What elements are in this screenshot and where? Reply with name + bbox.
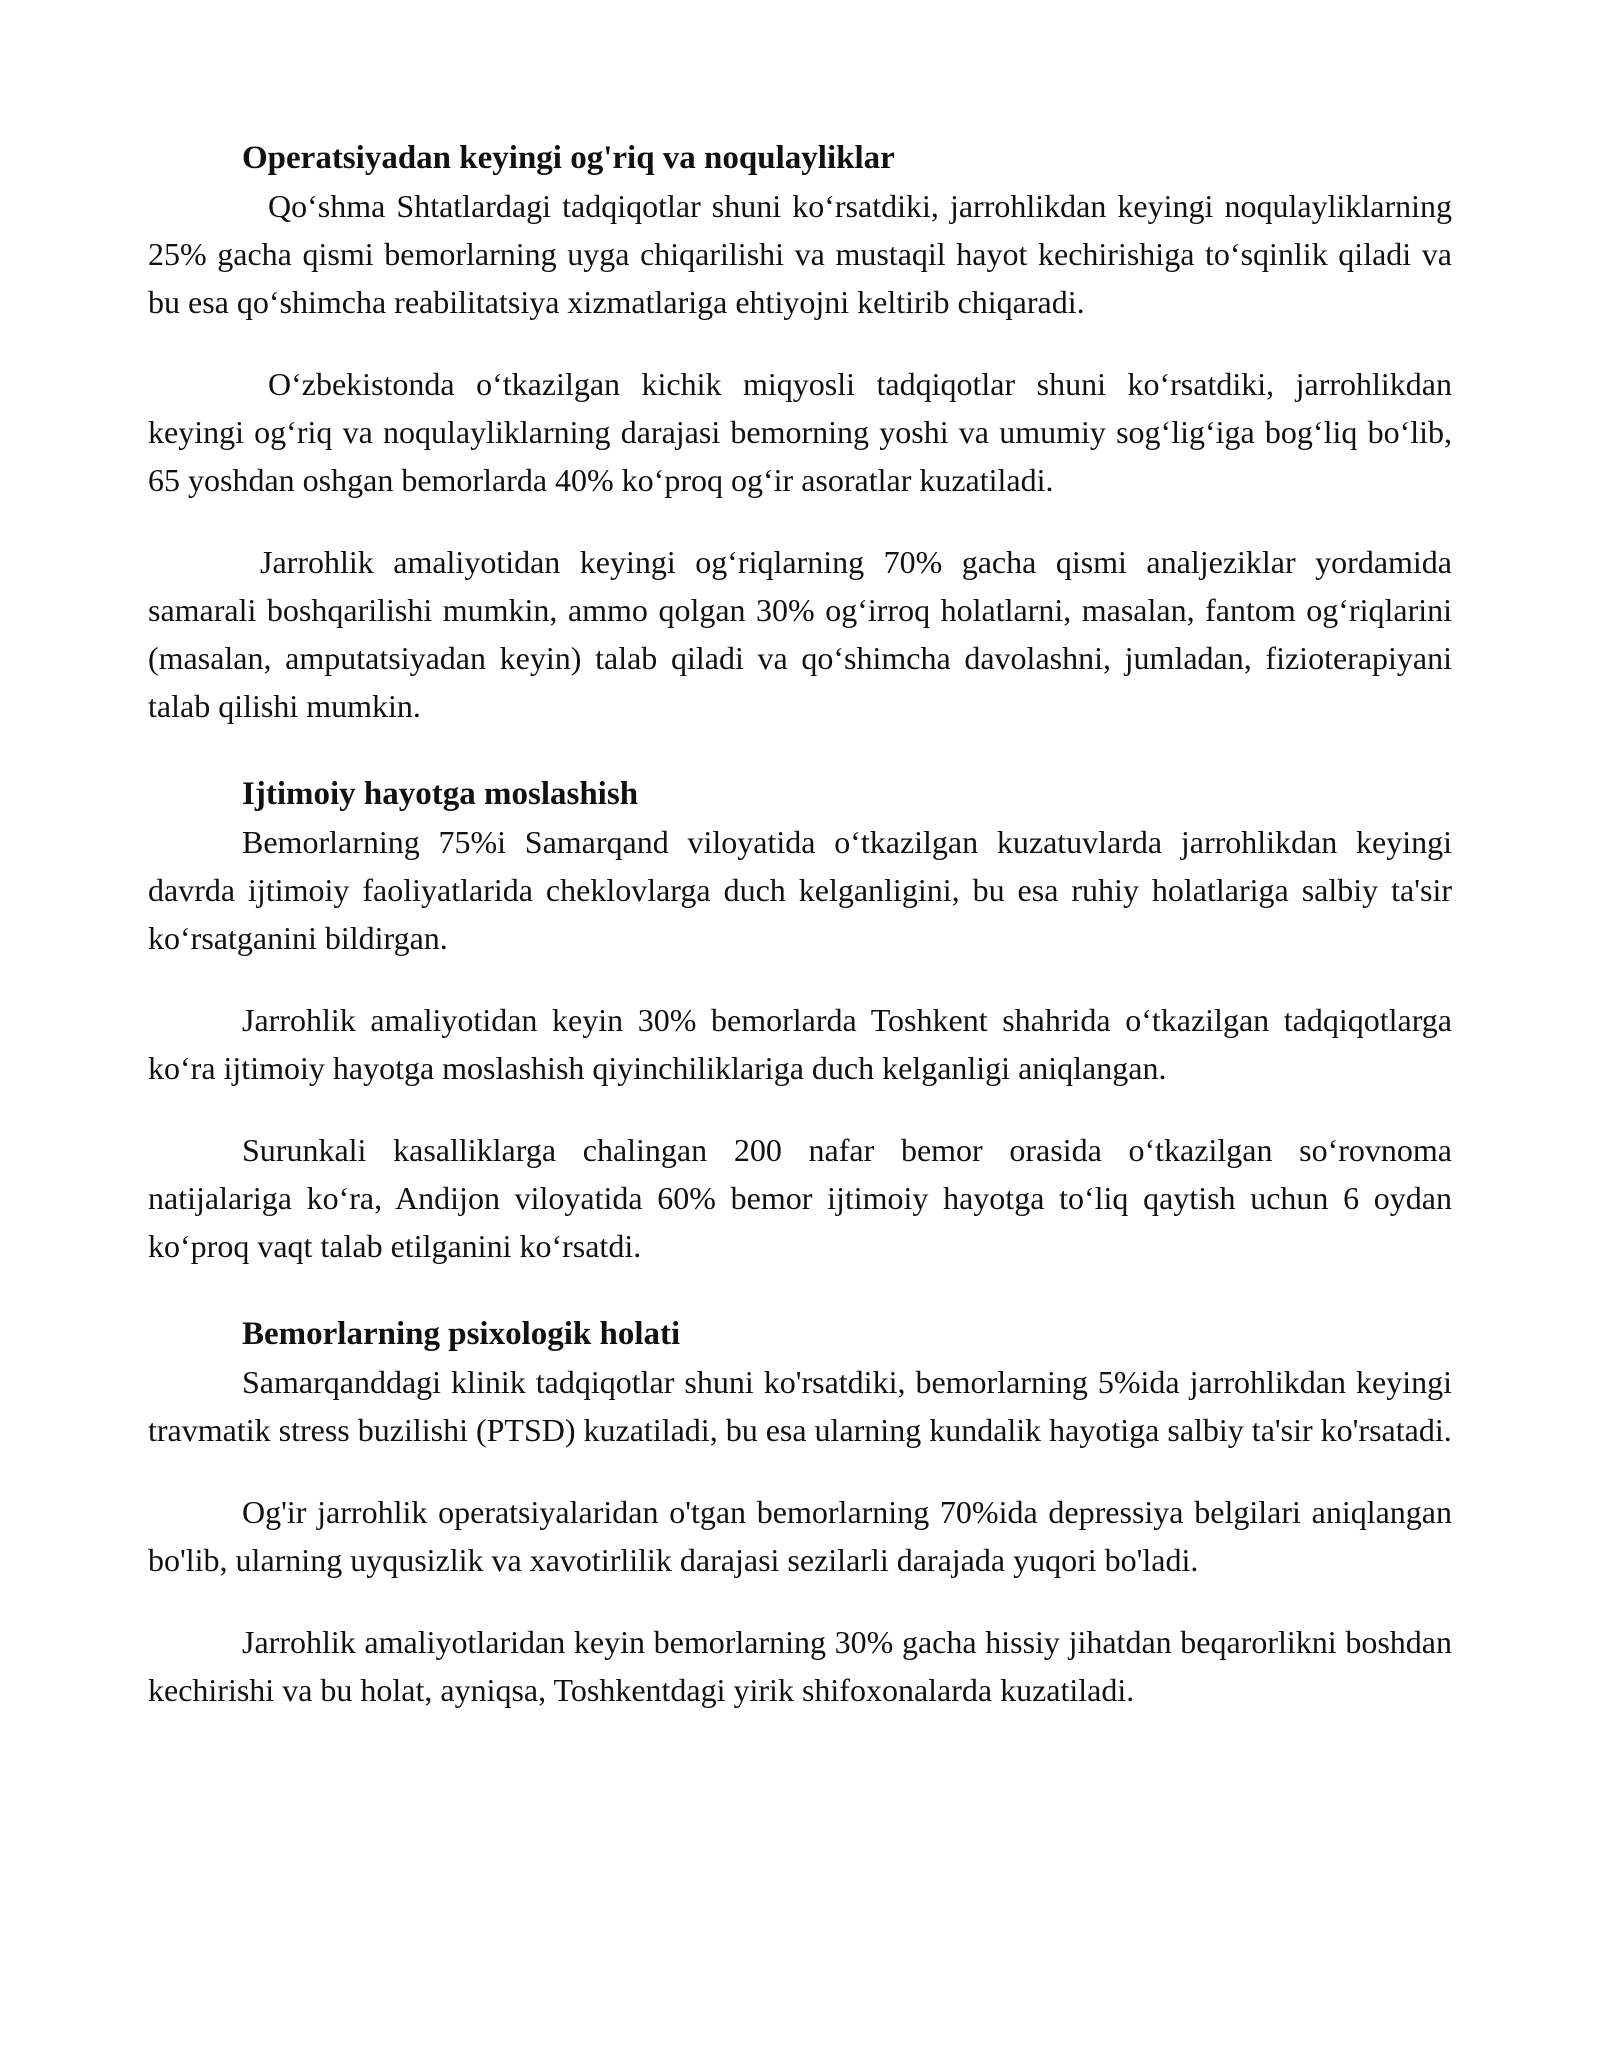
paragraph: Samarqanddagi klinik tadqiqotlar shuni ko'rsatdiki, bemorlarning 5%ida jarrohlikdan keyingi travmatik stress buzilishi (PTSD) kuzatiladi, bu esa ularning kundalik hayotiga salbiy ta'sir ko'rsatadi. (148, 1364, 1452, 1448)
section-heading: Operatsiyadan keyingi og'riq va noqulayliklar (242, 140, 895, 176)
section-heading: Bemorlarning psixologik holati (242, 1316, 681, 1352)
paragraph: Bemorlarning 75%i Samarqand viloyatida o‘tkazilgan kuzatuvlarda jarrohlikdan keyingi davrda ijtimoiy faoliyatlarida cheklovlarga duch kelganligini, bu esa ruhiy holatlariga salbiy ta'sir ko‘rsatganini bildirgan. (148, 824, 1452, 956)
paragraph: Jarrohlik amaliyotidan keyingi og‘riqlarning 70% gacha qismi analjeziklar yordamida samarali boshqarilishi mumkin, ammo qolgan 30% og‘irroq holatlarni, masalan, fantom og‘riqlarini (masalan, amputatsiyadan keyin) talab qiladi va qo‘shimcha davolashni, jumladan, fizioterapiyani talab qilishi mumkin. (148, 544, 1452, 724)
section-postoperative-pain (148, 134, 1452, 730)
paragraph: Jarrohlik amaliyotidan keyin 30% bemorlarda Toshkent shahrida o‘tkazilgan tadqiqotlarga ko‘ra ijtimoiy hayotga moslashish qiyinchiliklariga duch kelganligi aniqlangan. (148, 1002, 1452, 1086)
paragraph: Jarrohlik amaliyotlaridan keyin bemorlarning 30% gacha hissiy jihatdan beqarorlikni boshdan kechirishi va bu holat, ayniqsa, Toshkentdagi yirik shifoxonalarda kuzatiladi. (148, 1624, 1452, 1708)
paragraph: O‘zbekistonda o‘tkazilgan kichik miqyosli tadqiqotlar shuni ko‘rsatdiki, jarrohlikdan keyingi og‘riq va noqulayliklarning darajasi bemorning yoshi va umumiy sog‘lig‘iga bog‘liq bo‘lib, 65 yoshdan oshgan bemorlarda 40% ko‘proq og‘ir asoratlar kuzatiladi. (148, 366, 1452, 498)
paragraph: Og'ir jarrohlik operatsiyalaridan o'tgan bemorlarning 70%ida depressiya belgilari aniqlangan bo'lib, ularning uyqusizlik va xavotirlilik darajasi sezilarli darajada yuqori bo'ladi. (148, 1494, 1452, 1578)
section-social-adaptation (148, 770, 1452, 1270)
section-heading: Ijtimoiy hayotga moslashish (242, 776, 639, 812)
paragraph: Qo‘shma Shtatlardagi tadqiqotlar shuni ko‘rsatdiki, jarrohlikdan keyingi noqulayliklarning 25% gacha qismi bemorlarning uyga chiqarilishi va mustaqil hayot kechirishiga to‘sqinlik qiladi va bu esa qo‘shimcha reabilitatsiya xizmatlariga ehtiyojni keltirib chiqaradi. (148, 188, 1452, 320)
paragraph: Surunkali kasalliklarga chalingan 200 nafar bemor orasida o‘tkazilgan so‘rovnoma natijalariga ko‘ra, Andijon viloyatida 60% bemor ijtimoiy hayotga to‘liq qaytish uchun 6 oydan ko‘proq vaqt talab etilganini ko‘rsatdi. (148, 1132, 1452, 1264)
document-body (148, 134, 1452, 1714)
section-psychological-state (148, 1310, 1452, 1714)
